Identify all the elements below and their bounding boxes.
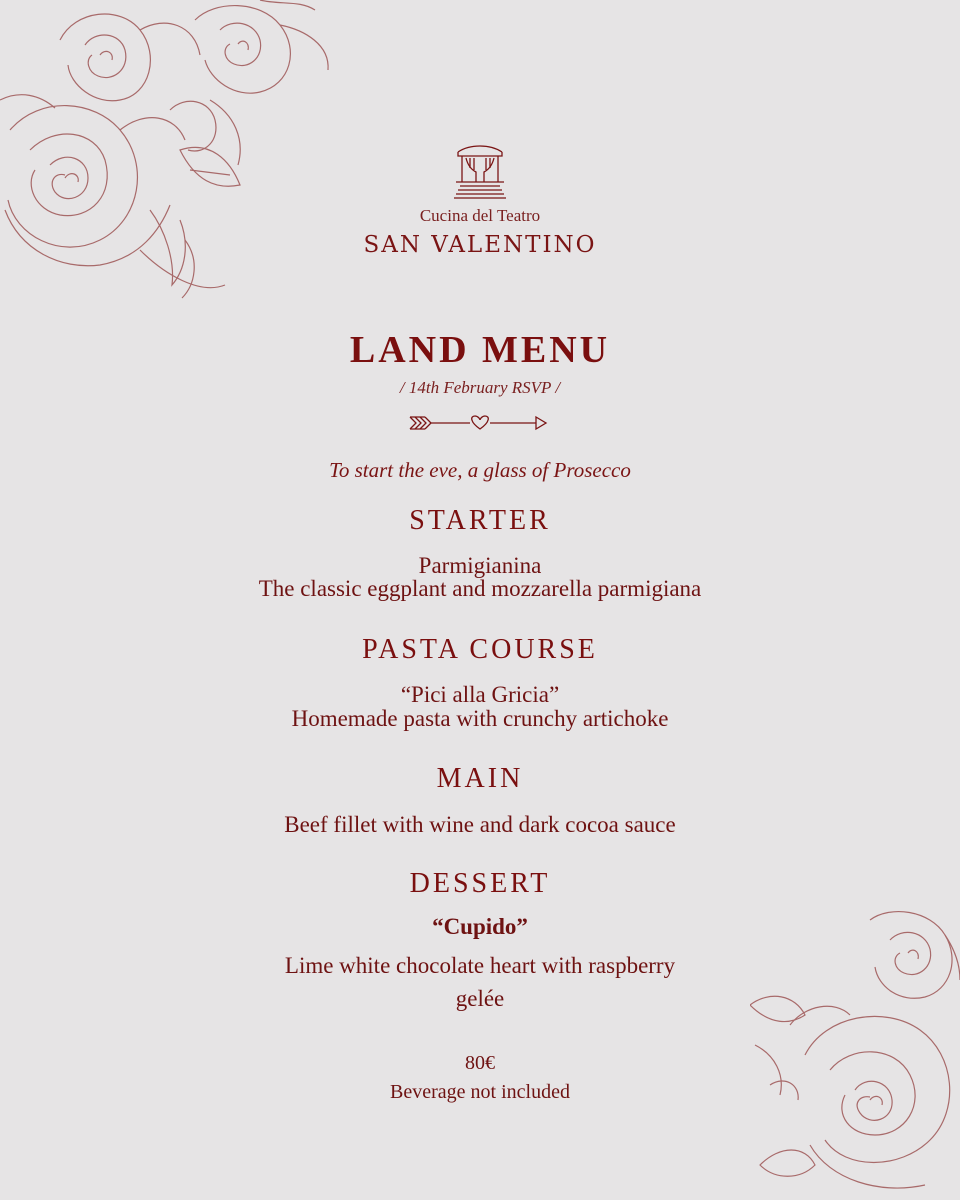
- course-heading-main: MAIN: [436, 763, 524, 794]
- brand-name: SAN VALENTINO: [363, 232, 597, 258]
- menu-title: LAND MENU: [349, 329, 611, 371]
- intro-text: To start the eve, a glass of Prosecco: [329, 458, 631, 482]
- dish-line: Lime white chocolate heart with raspberry: [284, 953, 676, 978]
- dish-line: The classic eggplant and mozzarella parmigiana: [258, 576, 702, 601]
- menu-date: / 14th February RSVP /: [399, 378, 561, 397]
- dish-line: Homemade pasta with crunchy artichoke: [291, 706, 669, 731]
- dish-line: Beef fillet with wine and dark cocoa sauce: [284, 812, 676, 837]
- course-heading-pasta: PASTA COURSE: [362, 634, 598, 665]
- dish-line: Parmigianina: [418, 553, 542, 578]
- dessert-name: “Cupido”: [432, 914, 528, 939]
- brand-subtitle: Cucina del Teatro: [419, 206, 541, 225]
- dish-line: “Pici alla Gricia”: [400, 682, 560, 707]
- course-heading-starter: STARTER: [409, 505, 551, 536]
- course-heading-dessert: DESSERT: [409, 868, 551, 899]
- price: 80€: [465, 1052, 495, 1074]
- arrow-heart-icon: [408, 412, 552, 434]
- price-note: Beverage not included: [390, 1081, 570, 1103]
- dish-line: gelée: [455, 986, 505, 1011]
- theatre-logo-icon: [452, 142, 508, 204]
